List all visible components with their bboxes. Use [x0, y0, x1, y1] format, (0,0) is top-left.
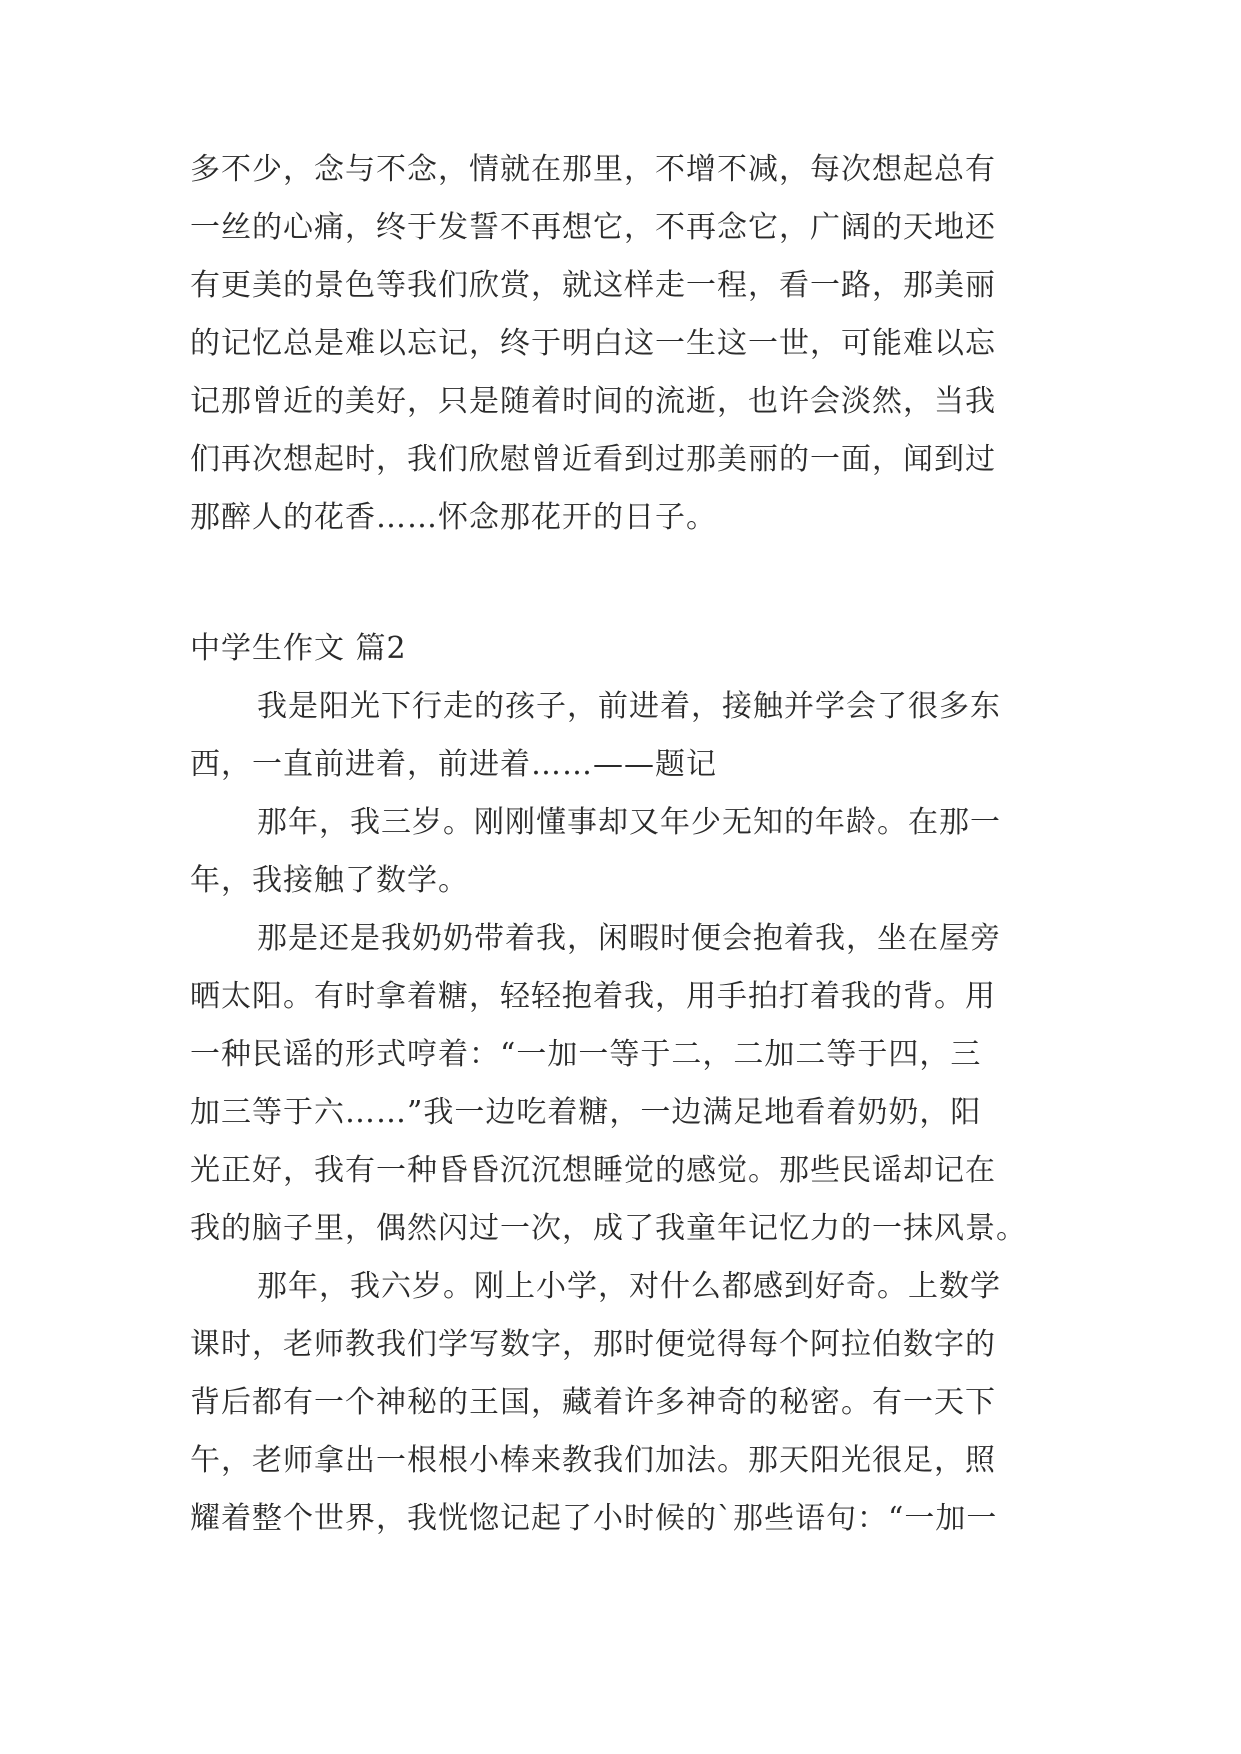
text-line: 加三等于六……”我一边吃着糖，一边满足地看着奶奶，阳 [190, 1095, 982, 1130]
text-line: 晒太阳。有时拿着糖，轻轻抱着我，用手拍打着我的背。用 [190, 979, 996, 1014]
text-line: 那醉人的花香……怀念那花开的日子。 [190, 500, 717, 535]
text-line: 们再次想起时，我们欣慰曾近看到过那美丽的一面，闻到过 [190, 442, 996, 477]
text-line: 记那曾近的美好，只是随着时间的流逝，也许会淡然，当我 [190, 384, 996, 419]
text-line: 课时，老师教我们学写数字，那时便觉得每个阿拉伯数字的 [190, 1327, 996, 1362]
text-line: 年，我接触了数学。 [190, 863, 469, 898]
text-line: 有更美的景色等我们欣赏，就这样走一程，看一路，那美丽 [190, 268, 996, 303]
text-line: 午，老师拿出一根根小棒来教我们加法。那天阳光很足，照 [190, 1443, 996, 1478]
text-line: 多不少，念与不念，情就在那里，不增不减，每次想起总有 [190, 152, 996, 187]
section-heading: 中学生作文 篇2 [190, 631, 407, 666]
text-line: 耀着整个世界，我恍惚记起了小时候的`那些语句：“一加一 [190, 1501, 998, 1536]
text-line: 背后都有一个神秘的王国，藏着许多神奇的秘密。有一天下 [190, 1385, 996, 1420]
text-line: 西，一直前进着，前进着……——题记 [190, 747, 717, 782]
text-line: 我是阳光下行走的孩子，前进着，接触并学会了很多东 [257, 689, 1001, 724]
text-line: 那是还是我奶奶带着我，闲暇时便会抱着我，坐在屋旁 [257, 921, 1001, 956]
text-line: 光正好，我有一种昏昏沉沉想睡觉的感觉。那些民谣却记在 [190, 1153, 996, 1188]
text-line: 那年，我三岁。刚刚懂事却又年少无知的年龄。在那一 [257, 805, 1001, 840]
text-line: 一种民谣的形式哼着：“一加一等于二，二加二等于四，三 [190, 1037, 982, 1072]
text-line: 一丝的心痛，终于发誓不再想它，不再念它，广阔的天地还 [190, 210, 996, 245]
text-line: 我的脑子里，偶然闪过一次，成了我童年记忆力的一抹风景。 [190, 1211, 1027, 1246]
text-line: 那年，我六岁。刚上小学，对什么都感到好奇。上数学 [257, 1269, 1001, 1304]
text-line: 的记忆总是难以忘记，终于明白这一生这一世，可能难以忘 [190, 326, 996, 361]
